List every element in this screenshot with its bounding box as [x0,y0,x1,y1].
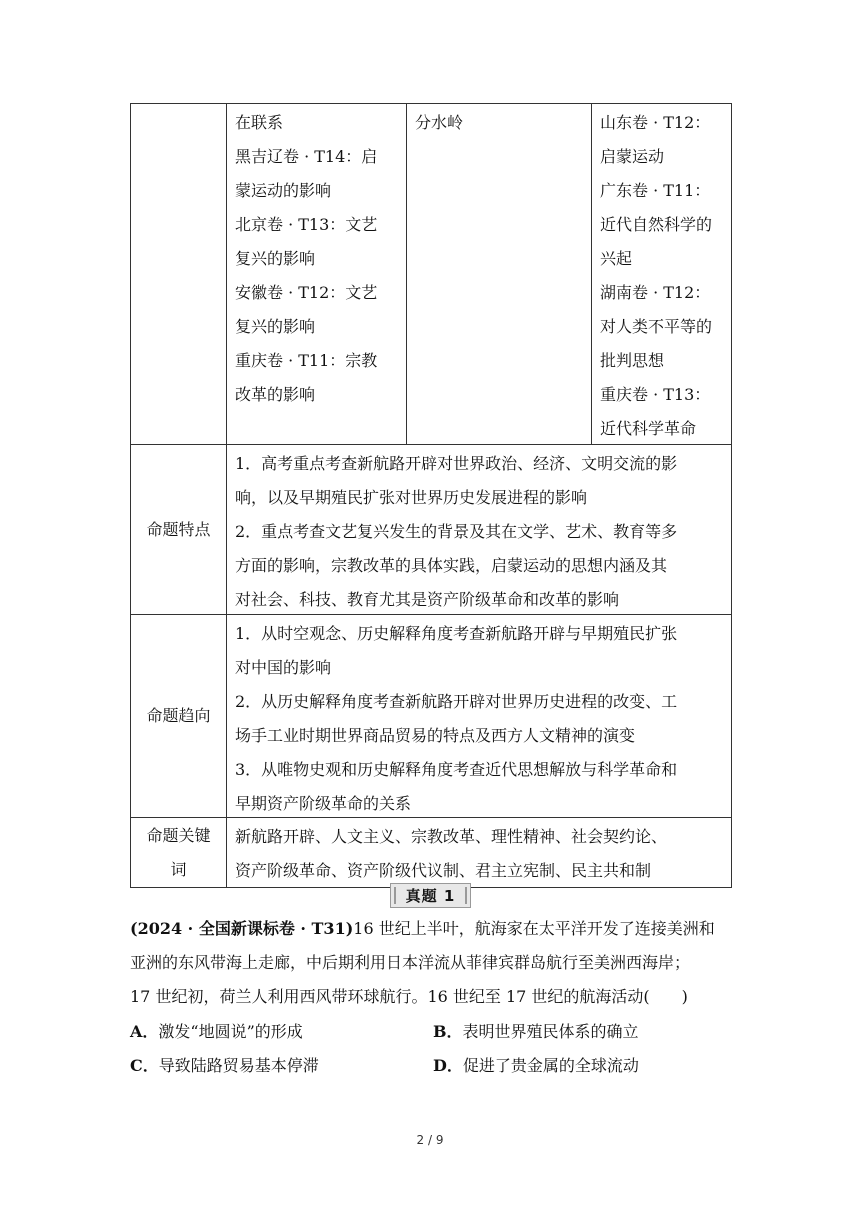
cell-text-line: 1．从时空观念、历史解释角度考查新航路开辟与早期殖民扩张 [235,624,678,643]
cell-text-line: 安徽卷 · T12：文艺 [235,283,378,302]
table-cell-label [131,818,227,887]
cell-text-line: 分水岭 [415,113,464,132]
option-c[interactable] [130,1053,319,1076]
row-label: 命题趋向 [146,706,211,725]
option-a[interactable] [130,1019,303,1042]
table-row [131,104,732,445]
cell-text-line: 方面的影响，宗教改革的具体实践，启蒙运动的思想内涵及其 [235,556,668,575]
option-text: 导致陆路贸易基本停滞 [158,1056,319,1075]
table-cell [407,104,592,444]
cell-text-line: 重庆卷 · T13： [600,385,711,404]
cell-text-line: 2．从历史解释角度考查新航路开辟对世界历史进程的改变、工 [235,692,678,711]
cell-text-line: 对中国的影响 [235,658,332,677]
cell-text-line: 近代科学革命 [600,419,697,438]
cell-text-line: 启蒙运动 [600,147,665,166]
question-source: (2024 · 全国新课标卷 · T31) [130,919,354,938]
page-number: 2 / 9 [416,1133,444,1147]
exam-analysis-table [130,103,732,888]
cell-text-line: 湖南卷 · T12： [600,283,711,302]
cell-text-line: 早期资产阶级革命的关系 [235,794,412,813]
table-cell-label [131,615,227,817]
option-key: D． [433,1056,463,1075]
cell-text-line: 2．重点考查文艺复兴发生的背景及其在文学、艺术、教育等多 [235,522,678,541]
cell-text-line: 复兴的影响 [235,317,316,336]
question-text: 16 世纪上半叶，航海家在太平洋开发了连接美洲和 [353,919,715,938]
table-cell [227,104,407,444]
option-text: 激发“地圆说”的形成 [158,1022,303,1041]
table-cell-label [131,104,227,444]
option-key: C． [130,1056,159,1075]
cell-text-line: 北京卷 · T13：文艺 [235,215,378,234]
cell-text-line: 重庆卷 · T11：宗教 [235,351,378,370]
cell-text-line: 批判思想 [600,351,665,370]
option-b[interactable] [433,1019,639,1042]
cell-text-line: 响，以及早期殖民扩张对世界历史发展进程的影响 [235,488,588,507]
cell-text-line: 资产阶级革命、资产阶级代议制、君主立宪制、民主共和制 [235,861,652,880]
table-cell [227,615,732,817]
cell-text-line: 1．高考重点考查新航路开辟对世界政治、经济、文明交流的影 [235,454,678,473]
table-row [131,615,732,818]
table-cell [227,445,732,614]
cell-text-line: 对人类不平等的 [600,317,713,336]
cell-text-line: 黑吉辽卷 · T14：启 [235,147,378,166]
cell-text-line: 广东卷 · T11： [600,181,711,200]
table-cell [227,818,732,887]
cell-text-line: 在联系 [235,113,284,132]
cell-text-line: 新航路开辟、人文主义、宗教改革、理性精神、社会契约论、 [235,827,668,846]
cell-text-line: 近代自然科学的 [600,215,713,234]
option-d[interactable] [433,1053,639,1076]
cell-text-line: 对社会、科技、教育尤其是资产阶级革命和改革的影响 [235,590,620,609]
table-cell [592,104,732,444]
question-line: 亚洲的东风带海上走廊，中后期利用日本洋流从菲律宾群岛航行至美洲西海岸； [130,953,691,972]
question-banner: 真题 1 [390,883,471,908]
cell-text-line: 命题关键 [146,825,211,845]
option-key: B． [433,1022,463,1041]
table-row [131,818,732,888]
cell-text-line: 场手工业时期世界商品贸易的特点及西方人文精神的演变 [235,726,636,745]
option-key: A． [130,1022,159,1041]
cell-text-line: 山东卷 · T12： [600,113,711,132]
option-text: 促进了贵金属的全球流动 [462,1056,639,1075]
option-text: 表明世界殖民体系的确立 [462,1022,639,1041]
row-label: 命题特点 [146,519,211,539]
cell-text-line: 词 [170,859,187,879]
cell-text-line: 复兴的影响 [235,249,316,268]
cell-text-line: 3．从唯物史观和历史解释角度考查近代思想解放与科学革命和 [235,760,678,779]
question-line: 17 世纪初，荷兰人利用西风带环球航行。16 世纪至 17 世纪的航海活动( ) [130,987,688,1006]
cell-text-line: 改革的影响 [235,385,316,404]
cell-text-line: 蒙运动的影响 [235,181,332,200]
cell-text-line: 兴起 [600,249,633,268]
table-row [131,445,732,615]
question-line [130,916,735,939]
table-cell-label [131,445,227,614]
